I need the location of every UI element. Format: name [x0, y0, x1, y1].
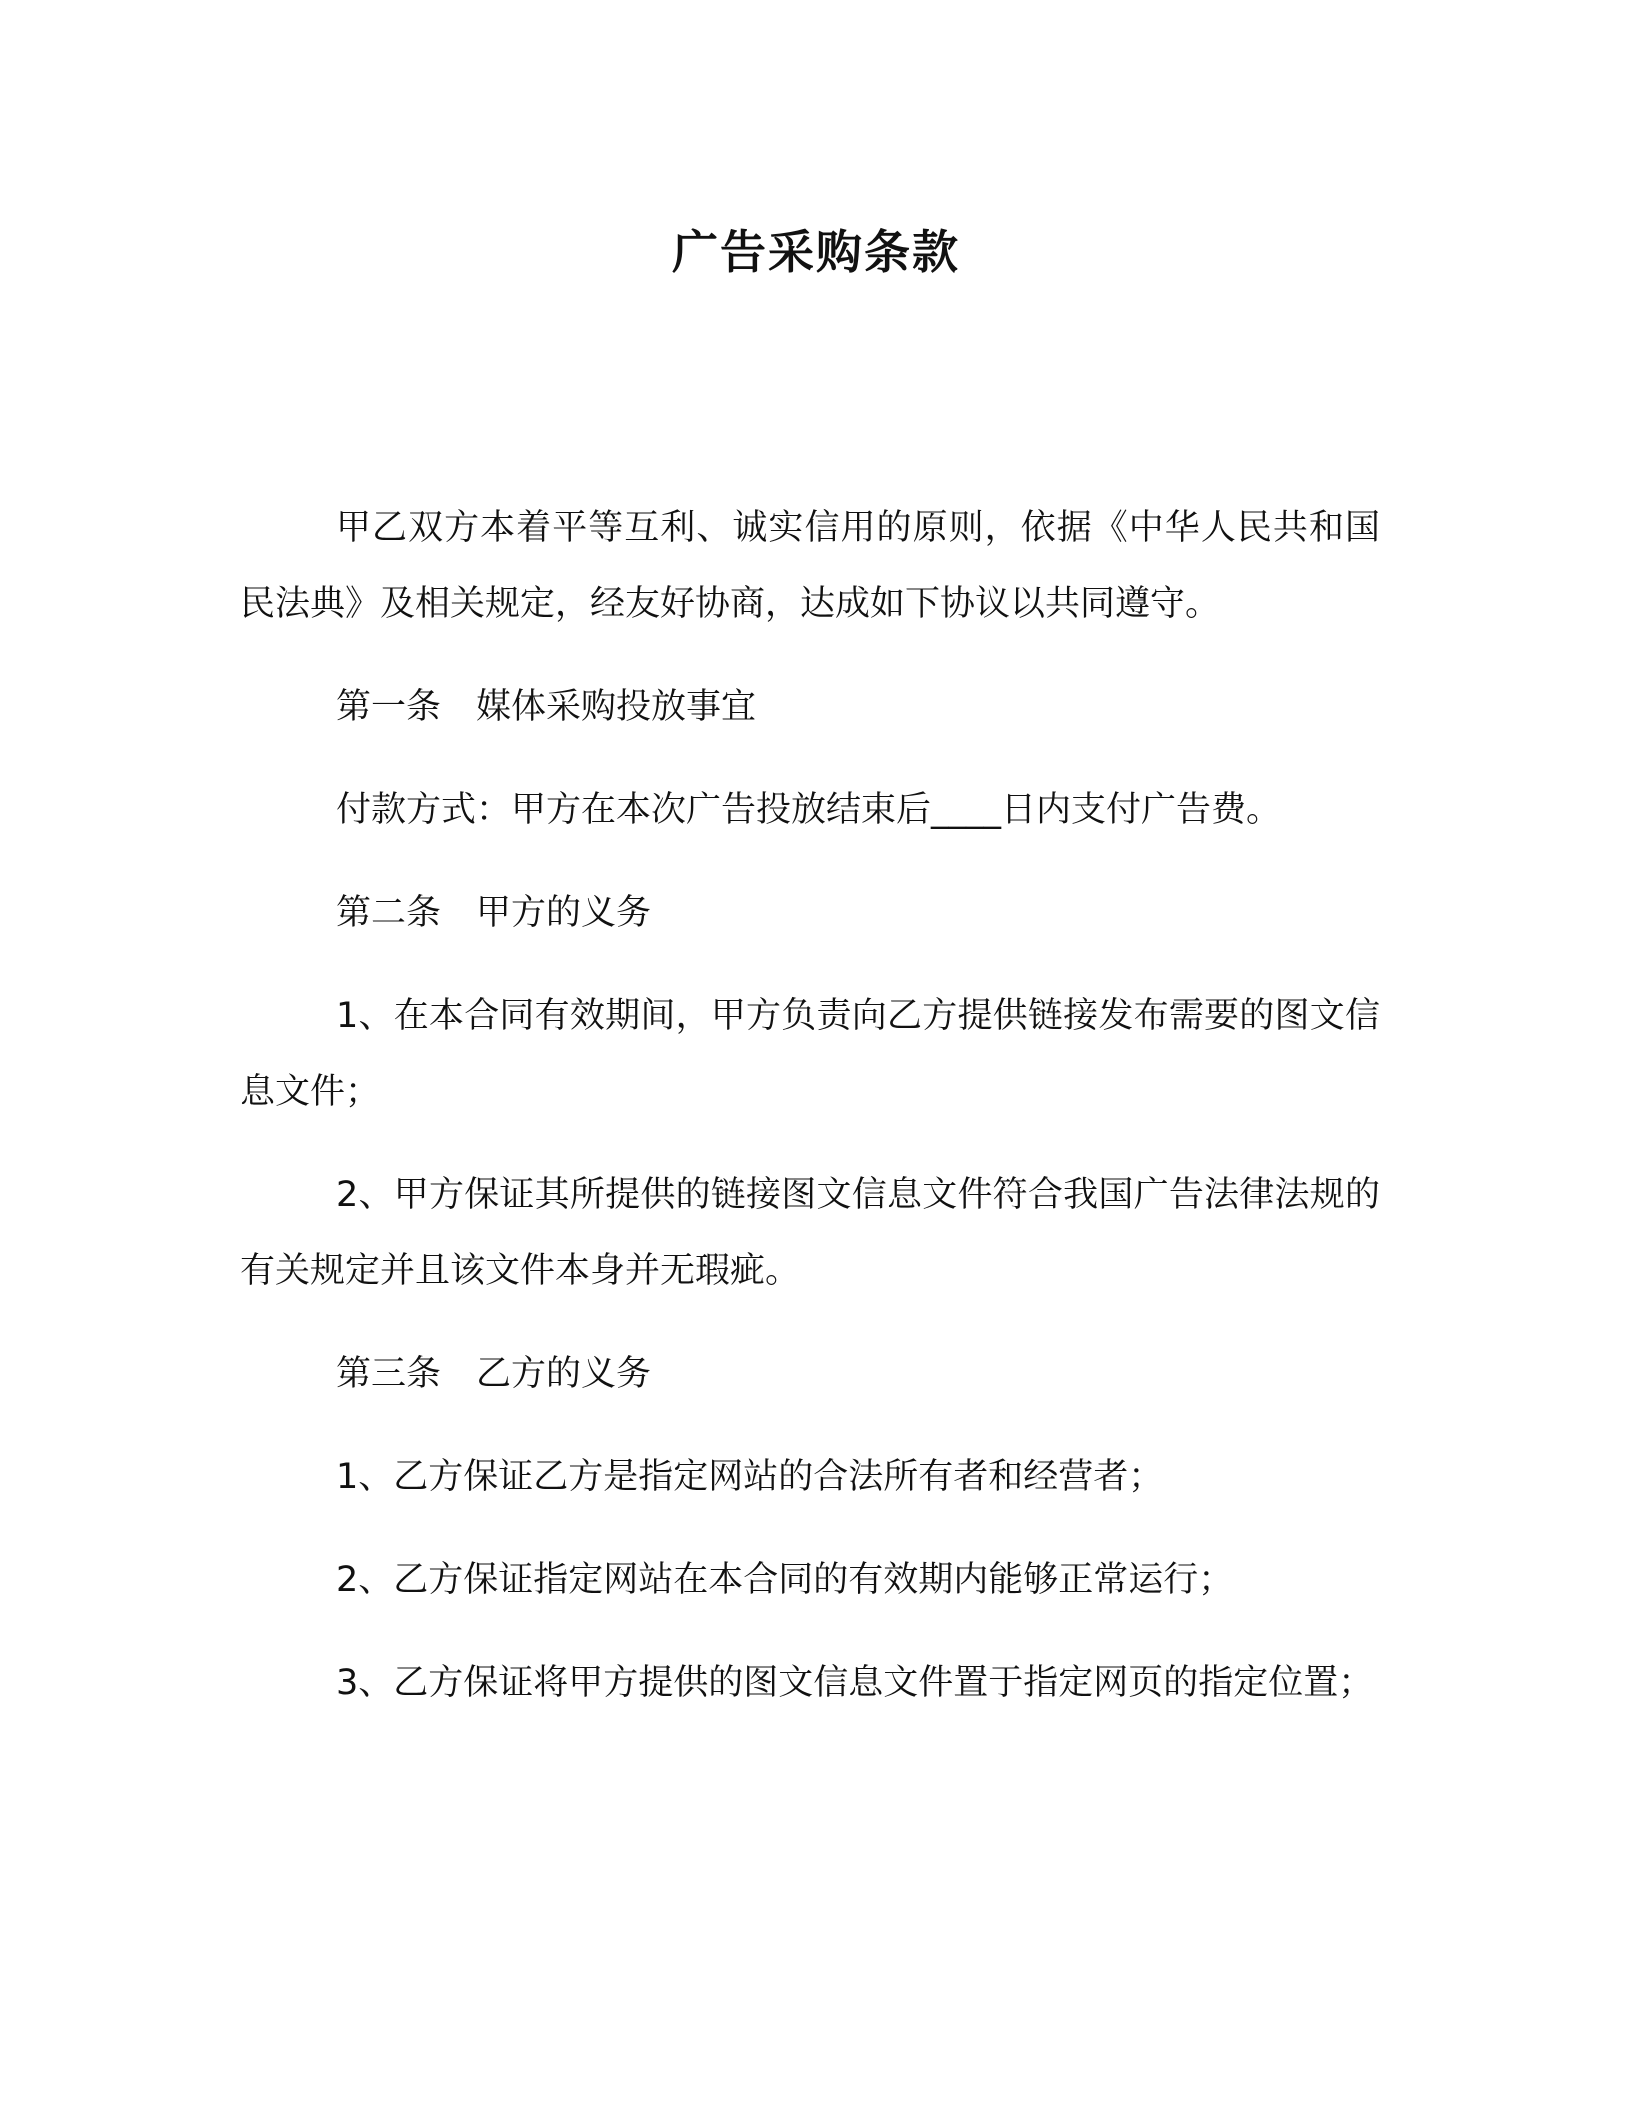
article-1-heading: 第一条 媒体采购投放事宜	[336, 687, 757, 727]
party-b-obligation-1: 1、乙方保证乙方是指定网站的合法所有者和经营者；	[336, 1457, 1164, 1497]
article-3-heading: 第三条 乙方的义务	[336, 1354, 652, 1394]
preamble-paragraph: 甲乙双方本着平等互利、诚实信用的原则，依据《中华人民共和国民法典》及相关规定，经友好协商，达成如下协议以共同遵守。	[240, 508, 1380, 624]
document-title: 广告采购条款	[672, 225, 960, 279]
party-a-obligation-1: 1、在本合同有效期间，甲方负责向乙方提供链接发布需要的图文信息文件；	[240, 996, 1380, 1112]
party-b-obligation-3: 3、乙方保证将甲方提供的图文信息文件置于指定网页的指定位置；	[336, 1663, 1374, 1703]
party-a-obligation-2: 2、甲方保证其所提供的链接图文信息文件符合我国广告法律法规的有关规定并且该文件本身并无瑕疵。	[240, 1175, 1380, 1291]
party-b-obligation-2: 2、乙方保证指定网站在本合同的有效期内能够正常运行；	[336, 1560, 1234, 1600]
payment-method-paragraph: 付款方式：甲方在本次广告投放结束后____日内支付广告费。	[336, 790, 1282, 830]
article-2-heading: 第二条 甲方的义务	[336, 893, 652, 933]
document-body	[240, 490, 1380, 1748]
